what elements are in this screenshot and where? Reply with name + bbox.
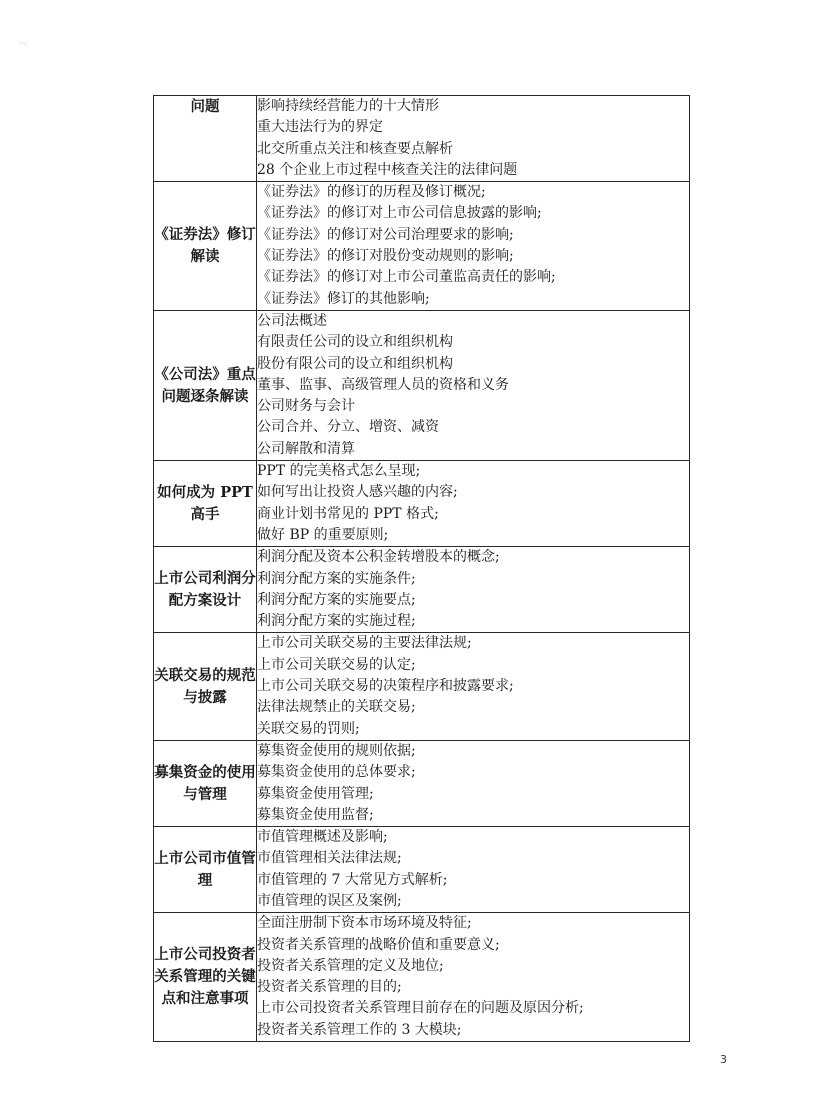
list-item: 公司合并、分立、增资、减资 <box>257 419 439 436</box>
list-item: 股份有限公司的设立和组织机构 <box>257 355 453 372</box>
page-number: 3 <box>720 1053 727 1066</box>
list-item: 募集资金使用的总体要求; <box>257 764 416 781</box>
list-item: 利润分配方案的实施要点; <box>257 591 416 608</box>
topic-cell: 上市公司利润分配方案设计 <box>154 547 257 633</box>
list-item: 上市公司关联交易的认定; <box>257 656 416 673</box>
list-item: 公司财务与会计 <box>257 398 355 415</box>
table-row <box>154 633 690 740</box>
list-item: 市值管理的误区及案例; <box>257 892 402 909</box>
list-item: 投资者关系管理的目的; <box>257 979 402 996</box>
list-item: 北交所重点关注和核查要点解析 <box>257 140 453 157</box>
list-item: 法律法规禁止的关联交易; <box>257 699 416 716</box>
list-item: 全面注册制下资本市场环境及特征; <box>257 915 472 932</box>
list-item: 商业计划书常见的 PPT 格式; <box>257 505 439 522</box>
list-item: 利润分配方案的实施过程; <box>257 613 416 630</box>
list-item: 如何写出让投资人感兴趣的内容; <box>257 484 458 501</box>
topic-cell: 募集资金的使用与管理 <box>154 740 257 826</box>
items-cell <box>257 740 690 826</box>
topic-cell: 《证券法》修订解读 <box>154 182 257 311</box>
topic-cell: 问题 <box>154 96 257 182</box>
items-cell <box>257 96 690 182</box>
list-item: 投资者关系管理的战略价值和重要意义; <box>257 936 500 953</box>
list-item: 募集资金使用管理; <box>257 785 374 802</box>
list-item: PPT 的完美格式怎么呈现; <box>257 463 421 480</box>
list-item: 《证券法》的修订对公司治理要求的影响; <box>257 226 514 243</box>
scan-mark: ᵏᵃⁱ <box>20 41 27 49</box>
list-item: 上市公司关联交易的决策程序和披露要求; <box>257 678 514 695</box>
table-row <box>154 740 690 826</box>
list-item: 有限责任公司的设立和组织机构 <box>257 334 453 351</box>
list-item: 上市公司投资者关系管理目前存在的问题及原因分析; <box>257 1000 584 1017</box>
list-item: 《证券法》修订的其他影响; <box>257 290 430 307</box>
list-item: 利润分配方案的实施条件; <box>257 570 416 587</box>
table-row <box>154 461 690 547</box>
list-item: 《证券法》的修订对上市公司信息披露的影响; <box>257 205 542 222</box>
list-item: 做好 BP 的重要原则; <box>257 526 389 543</box>
list-item: 董事、监事、高级管理人员的资格和义务 <box>257 376 509 393</box>
topic-cell: 关联交易的规范与披露 <box>154 633 257 740</box>
list-item: 市值管理相关法律法规; <box>257 850 402 867</box>
list-item: 公司解散和清算 <box>257 440 355 457</box>
items-cell <box>257 310 690 460</box>
list-item: 投资者关系管理工作的 3 大模块; <box>257 1021 462 1038</box>
table-row <box>154 310 690 460</box>
items-cell <box>257 182 690 311</box>
list-item: 重大违法行为的界定 <box>257 119 383 136</box>
list-item: 市值管理的 7 大常见方式解析; <box>257 871 448 888</box>
items-cell <box>257 547 690 633</box>
list-item: 《证券法》的修订对上市公司董监高责任的影响; <box>257 269 556 286</box>
topic-cell: 上市公司投资者关系管理的关键点和注意事项 <box>154 913 257 1042</box>
list-item: 《证券法》的修订对股份变动规则的影响; <box>257 248 514 265</box>
topic-cell: 如何成为 PPT 高手 <box>154 461 257 547</box>
table-row <box>154 827 690 913</box>
table-row <box>154 96 690 182</box>
list-item: 募集资金使用监督; <box>257 806 374 823</box>
items-cell <box>257 827 690 913</box>
list-item: 公司法概述 <box>257 312 327 329</box>
items-cell <box>257 913 690 1042</box>
list-item: 28 个企业上市过程中核查关注的法律问题 <box>257 161 518 178</box>
topic-cell: 《公司法》重点问题逐条解读 <box>154 310 257 460</box>
list-item: 关联交易的罚则; <box>257 720 360 737</box>
list-item: 募集资金使用的规则依据; <box>257 742 416 759</box>
items-cell <box>257 461 690 547</box>
list-item: 市值管理概述及影响; <box>257 829 388 846</box>
list-item: 利润分配及资本公积金转增股本的概念; <box>257 549 500 566</box>
list-item: 影响持续经营能力的十大情形 <box>257 98 439 114</box>
topic-cell: 上市公司市值管理 <box>154 827 257 913</box>
list-item: 投资者关系管理的定义及地位; <box>257 957 444 974</box>
table-row <box>154 182 690 311</box>
table-row <box>154 913 690 1042</box>
items-cell <box>257 633 690 740</box>
list-item: 《证券法》的修订的历程及修订概况; <box>257 184 486 201</box>
curriculum-table <box>153 95 690 1042</box>
list-item: 上市公司关联交易的主要法律法规; <box>257 635 472 652</box>
table-row <box>154 547 690 633</box>
